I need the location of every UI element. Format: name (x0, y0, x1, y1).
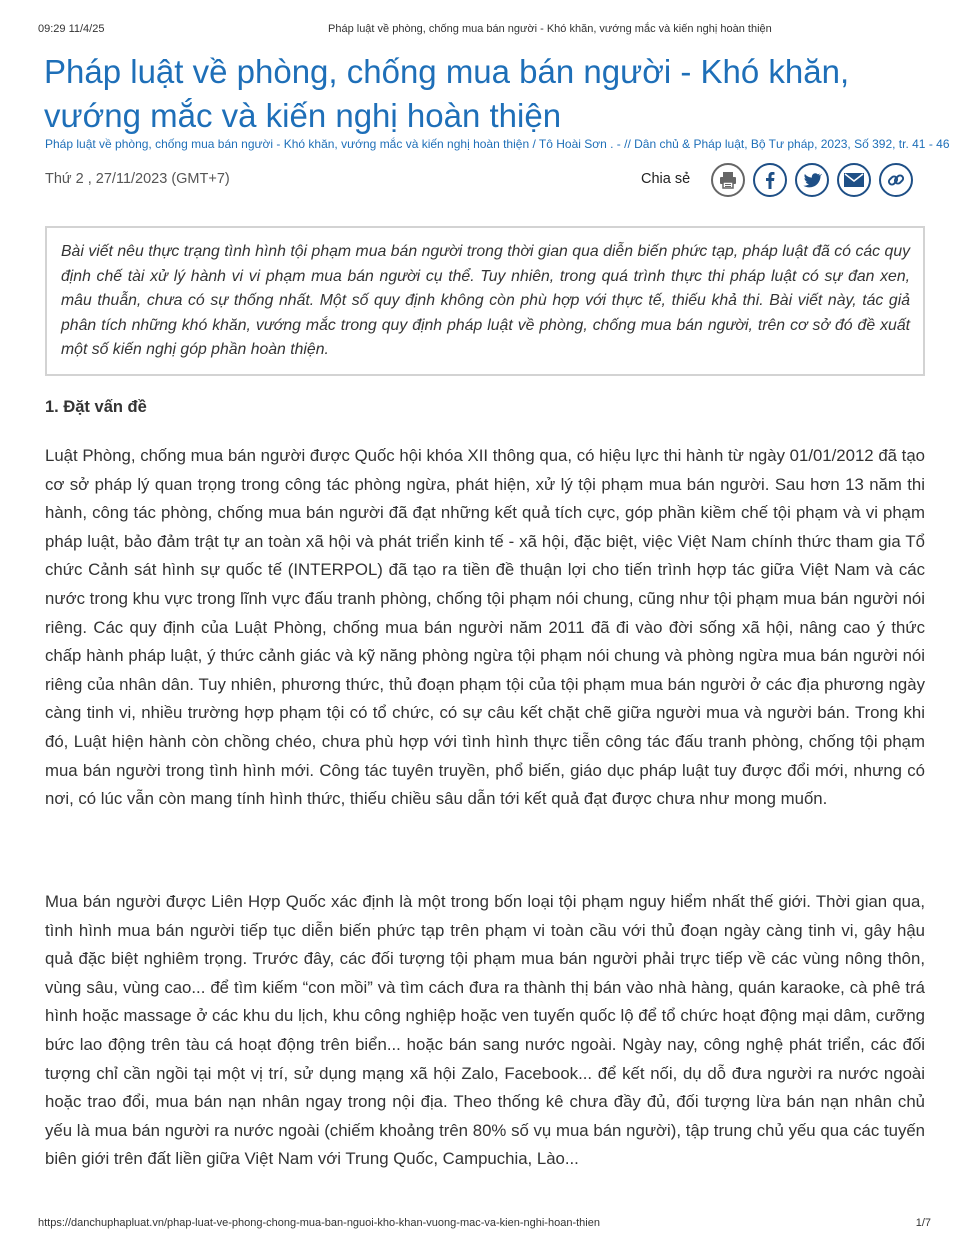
print-footer (38, 1216, 931, 1230)
print-header (38, 22, 949, 36)
article-paragraph: Luật Phòng, chống mua bán người được Quốc hội khóa XII thông qua, có hiệu lực thi hành từ ngày 01/01/2012 đã tạo cơ sở pháp lý quan trọng trong công tác phòng ngừa, phát hiện, xử lý tội phạm mua bán người. Sau hơn 13 năm thi hành, công tác phòng, chống mua bán người đã đạt những kết quả tích cực, góp phần kiềm chế tội phạm và vi phạm pháp luật, bảo đảm trật tự an toàn xã hội và phát triển kinh tế - xã hội, đặc biệt, việc Việt Nam chính thức tham gia Tổ chức Cảnh sát hình sự quốc tế (INTERPOL) đã tạo ra tiền đề thuận lợi cho tiến trình hợp tác giữa Việt Nam và các nước trong khu vực trong lĩnh vực đấu tranh phòng, chống tội phạm nói chung, cũng như tội phạm mua bán người nói riêng. Các quy định của Luật Phòng, chống mua bán người năm 2011 đã đi vào đời sống xã hội, nâng cao ý thức chấp hành pháp luật, ý thức cảnh giác và kỹ năng phòng ngừa tội phạm nói chung và phòng ngừa mua bán người nói riêng của nhân dân. Tuy nhiên, phương thức, thủ đoạn phạm tội của tội phạm mua bán người ở các địa phương ngày càng tinh vi, nhiều trường hợp phạm tội có tổ chức, có sự câu kết chặt chẽ giữa người mua và người bán. Trong khi đó, Luật hiện hành còn chồng chéo, chưa phù hợp với tình hình thực tiễn công tác đấu tranh phòng, chống tội phạm mua bán người trong tình hình mới. Công tác tuyên truyền, phổ biến, giáo dục pháp luật tuy được đổi mới, nhưng có nơi, có lúc vẫn còn mang tính hình thức, thiếu chiều sâu dẫn tới kết quả đạt được chưa như mong muốn. (45, 446, 925, 809)
print-icon (718, 170, 738, 190)
article-date: Thứ 2 , 27/11/2023 (GMT+7) (45, 171, 230, 187)
article-paragraph: Mua bán người được Liên Hợp Quốc xác định là một trong bốn loại tội phạm nguy hiểm nhất thế giới. Thời gian qua, tình hình mua bán người tiếp tục diễn biến phức tạp trên phạm vi toàn cầu với thủ đoạn ngày càng tinh vi, gây hậu quả đặc biệt nghiêm trọng. Trước đây, các đối tượng tội phạm mua bán người phải trực tiếp về các vùng nông thôn, vùng sâu, vùng cao... để tìm kiếm “con mồi” và tìm cách đưa ra thành thị bán vào nhà hàng, quán karaoke, cà phê trá hình hoặc massage ở các khu du lịch, khu công nghiệp hoặc ven tuyến quốc lộ để tổ chức hoạt động mại dâm, cưỡng bức lao động trên tàu cá hoạt động trên biển... hoặc bán sang nước ngoài. Ngày nay, công nghệ phát triển, các đối tượng chỉ cần ngồi tại một vị trí, sử dụng mạng xã hội Zalo, Facebook... để kết nối, dụ dỗ đưa người ra nước ngoài hoặc trao đổi, mua bán nạn nhân ngay trong nội địa. Theo thống kê chưa đầy đủ, đối tượng lừa bán nạn nhân chủ yếu là mua bán người ra nước ngoài (chiếm khoảng trên 80% số vụ mua bán người), tập trung chủ yếu qua các tuyến biên giới trên đất liền giữa Việt Nam với Trung Quốc, Campuchia, Lào... (45, 892, 925, 1169)
page-number: 1/7 (915, 1217, 931, 1229)
twitter-share-button[interactable] (795, 163, 829, 197)
copy-link-button[interactable] (879, 163, 913, 197)
article-abstract: Bài viết nêu thực trạng tình hình tội phạm mua bán người trong thời gian qua diễn biến phức tạp, pháp luật đã có các quy định chế tài xử lý hành vi vi phạm mua bán người cụ thể. Tuy nhiên, trong quá trình thực thi pháp luật có sự đan xen, mâu thuẫn, chưa có sự thống nhất. Một số quy định không còn phù hợp với thực tế, thiếu khả thi. Bài viết này, tác giả phân tích những khó khăn, vướng mắc trong quy định pháp luật về phòng, chống mua bán người, trên cơ sở đó đề xuất một số kiến nghị góp phần hoàn thiện. (45, 226, 925, 376)
article-title: Pháp luật về phòng, chống mua bán người - Khó khăn, vướng mắc và kiến nghị hoàn thiện (44, 53, 850, 134)
facebook-icon (760, 170, 780, 190)
email-icon (843, 170, 865, 190)
email-share-button[interactable] (837, 163, 871, 197)
section-heading: 1. Đặt vấn đề (45, 398, 147, 416)
twitter-icon (802, 170, 822, 190)
link-icon (886, 170, 906, 190)
share-label: Chia sẻ (641, 171, 691, 187)
print-button[interactable] (711, 163, 745, 197)
print-page-title: Pháp luật về phòng, chống mua bán người - Khó khăn, vướng mắc và kiến nghị hoàn thiện (328, 23, 772, 35)
article-citation[interactable]: Pháp luật về phòng, chống mua bán người - Khó khăn, vướng mắc và kiến nghị hoàn thiện / Tô Hoài Sơn . - // Dân chủ & Pháp luật, Bộ Tư pháp, 2023, Số 392, tr. 41 - 46 (45, 137, 950, 151)
facebook-share-button[interactable] (753, 163, 787, 197)
page-url[interactable]: https://danchuphapluat.vn/phap-luat-ve-phong-chong-mua-ban-nguoi-kho-khan-vuong-mac-va-kien-nghi-hoan-thien (38, 1217, 600, 1229)
print-datetime: 09:29 11/4/25 (38, 23, 105, 35)
